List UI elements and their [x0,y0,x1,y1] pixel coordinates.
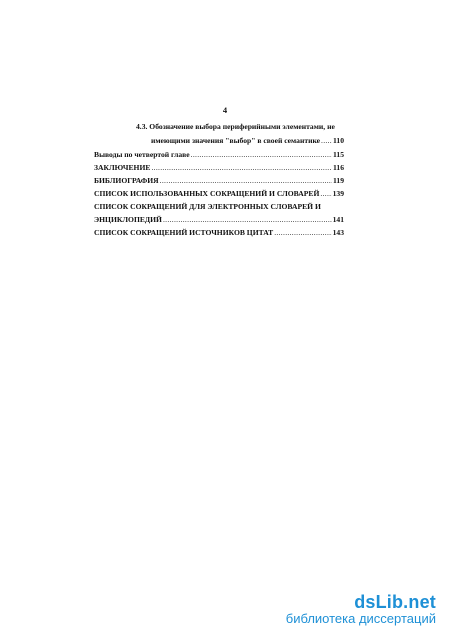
toc-leader-dots [320,189,331,199]
toc-page-number: 139 [332,189,344,198]
toc-item-label: 4.3. Обозначение выбора периферийными элементами, не [136,122,335,131]
toc-page-number: 110 [333,136,344,145]
toc-item-label: ЗАКЛЮЧЕНИЕ [94,163,151,172]
toc-item-abbr-dicts [94,189,344,199]
toc-leader-dots [160,176,332,186]
toc-page-number: 141 [332,215,344,224]
toc-page-number: 119 [333,176,344,185]
toc-item-label: ЭНЦИКЛОПЕДИЙ [94,215,162,224]
page-number: 4 [222,105,228,115]
watermark-subtitle: библиотека диссертаций [285,611,436,626]
toc-leader-dots [191,150,332,160]
toc-item-4-3-line2 [151,136,344,146]
toc-item-label: СПИСОК СОКРАЩЕНИЙ ДЛЯ ЭЛЕКТРОННЫХ СЛОВАРЕЙ И [94,202,321,211]
toc-leader-dots [151,163,332,173]
toc-item-4-3-line1 [136,122,335,132]
toc-item-abbr-sources [94,228,344,238]
toc-leader-dots [274,228,331,238]
toc-item-label: Выводы по четвертой главе [94,150,190,159]
toc-item-bibliography [94,176,344,186]
toc-page-number: 143 [332,228,344,237]
toc-leader-dots [321,136,332,146]
toc-item-label: имеющими значения "выбор" в своей семантике [151,136,321,145]
toc-item-label: СПИСОК ИСПОЛЬЗОВАННЫХ СОКРАЩЕНИЙ И СЛОВАРЕЙ [94,189,320,198]
toc-page-number: 116 [333,163,344,172]
toc-item-conclusions-ch4 [94,150,344,160]
toc-page-number: 115 [333,150,344,159]
watermark [286,592,436,626]
toc-leader-dots [163,215,332,225]
toc-item-label: БИБЛИОГРАФИЯ [94,176,159,185]
toc-item-conclusion [94,163,344,173]
toc-item-label: СПИСОК СОКРАЩЕНИЙ ИСТОЧНИКОВ ЦИТАТ [94,228,274,237]
toc-item-abbr-edicts-line1 [94,202,321,212]
toc-item-abbr-edicts-line2 [94,215,344,225]
watermark-logo: dsLib.net [354,592,436,612]
